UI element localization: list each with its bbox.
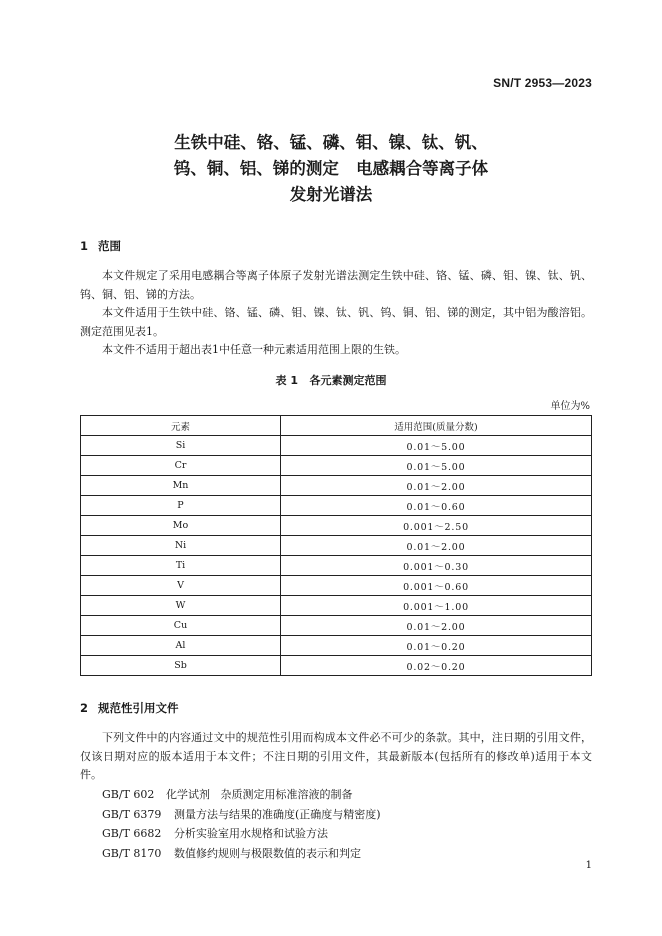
section-1-heading <box>80 238 121 254</box>
reference-title: 分析实验室用水规格和试验方法 <box>174 827 328 840</box>
column-header-range: 适用范围(质量分数) <box>281 416 592 436</box>
range-value-cell: 0.001～0.60 <box>281 576 592 596</box>
element-symbol-cell: Cu <box>81 616 281 636</box>
element-symbol-cell: Si <box>81 436 281 456</box>
scope-paragraph: 本文件适用于生铁中硅、铬、锰、磷、钼、镍、钛、钒、钨、铜、铝、锑的测定，其中铝为酸溶铝。测定范围见表1。 <box>80 306 592 338</box>
reference-list <box>102 785 381 863</box>
range-value-cell: 0.01～5.00 <box>281 456 592 476</box>
reference-item <box>102 805 381 825</box>
reference-code: GB/T 6379 <box>102 807 162 821</box>
range-value-cell: 0.001～2.50 <box>281 516 592 536</box>
table-row <box>81 596 592 616</box>
element-symbol-cell: Cr <box>81 456 281 476</box>
element-symbol-cell: V <box>81 576 281 596</box>
reference-item <box>102 824 381 844</box>
table-row <box>81 516 592 536</box>
element-symbol-cell: Al <box>81 636 281 656</box>
title-line-2: 钨、铜、铝、锑的测定 电感耦合等离子体 <box>173 159 489 178</box>
section-1-number: 1 <box>80 239 89 253</box>
table-row <box>81 556 592 576</box>
section-2-title: 规范性引用文件 <box>98 701 179 715</box>
scope-paragraph: 本文件不适用于超出表1中任意一种元素适用范围上限的生铁。 <box>102 343 406 356</box>
scope-paragraph: 本文件规定了采用电感耦合等离子体原子发射光谱法测定生铁中硅、铬、锰、磷、钼、镍、钛、钒、钨、铜、铝、锑的方法。 <box>80 269 592 301</box>
element-symbol-cell: W <box>81 596 281 616</box>
element-symbol-cell: Ti <box>81 556 281 576</box>
range-value-cell: 0.01～2.00 <box>281 476 592 496</box>
table-row <box>81 476 592 496</box>
element-range-table <box>80 415 592 676</box>
page-number: 1 <box>585 860 592 871</box>
reference-title: 数值修约规则与极限数值的表示和判定 <box>174 846 361 860</box>
table-row <box>81 656 592 676</box>
table-row <box>81 636 592 656</box>
element-symbol-cell: P <box>81 496 281 516</box>
table-row <box>81 576 592 596</box>
reference-item <box>102 844 381 864</box>
section-1-body <box>80 267 592 360</box>
table-row <box>81 496 592 516</box>
column-header-element: 元素 <box>81 416 281 436</box>
table-caption: 表 1 各元素测定范围 <box>275 374 387 387</box>
table-row <box>81 616 592 636</box>
range-value-cell: 0.01～0.20 <box>281 636 592 656</box>
reference-item <box>102 785 381 805</box>
section-2-heading <box>80 700 179 716</box>
section-2-number: 2 <box>80 701 89 715</box>
title-line-1: 生铁中硅、铬、锰、磷、钼、镍、钛、钒、 <box>174 133 488 152</box>
section-1-title: 范围 <box>98 239 121 253</box>
range-value-cell: 0.01～2.00 <box>281 616 592 636</box>
reference-title: 化学试剂 杂质测定用标准溶液的制备 <box>166 788 353 801</box>
range-value-cell: 0.01～0.60 <box>281 496 592 516</box>
table-row <box>81 456 592 476</box>
normative-references-paragraph: 下列文件中的内容通过文中的规范性引用而构成本文件必不可少的条款。其中，注日期的引用文件，仅该日期对应的版本适用于本文件；不注日期的引用文件，其最新版本(包括所有的修改单)适用于本文件。 <box>80 731 592 781</box>
standard-code: SN/T 2953—2023 <box>493 76 592 90</box>
range-value-cell: 0.01～2.00 <box>281 536 592 556</box>
table-header-row <box>81 416 592 436</box>
range-value-cell: 0.001～1.00 <box>281 596 592 616</box>
reference-title: 测量方法与结果的准确度(正确度与精密度) <box>174 807 381 821</box>
reference-code: GB/T 6682 <box>102 827 162 840</box>
table-unit: 单位为% <box>550 401 590 412</box>
table-row <box>81 436 592 456</box>
range-value-cell: 0.01～5.00 <box>281 436 592 456</box>
reference-code: GB/T 8170 <box>102 846 162 860</box>
document-title <box>0 130 662 208</box>
table-row <box>81 536 592 556</box>
range-value-cell: 0.02～0.20 <box>281 656 592 676</box>
element-symbol-cell: Ni <box>81 536 281 556</box>
element-symbol-cell: Mo <box>81 516 281 536</box>
section-2-body <box>80 729 592 785</box>
element-symbol-cell: Mn <box>81 476 281 496</box>
range-value-cell: 0.001～0.30 <box>281 556 592 576</box>
title-line-3: 发射光谱法 <box>289 185 373 204</box>
reference-code: GB/T 602 <box>102 788 155 801</box>
element-symbol-cell: Sb <box>81 656 281 676</box>
